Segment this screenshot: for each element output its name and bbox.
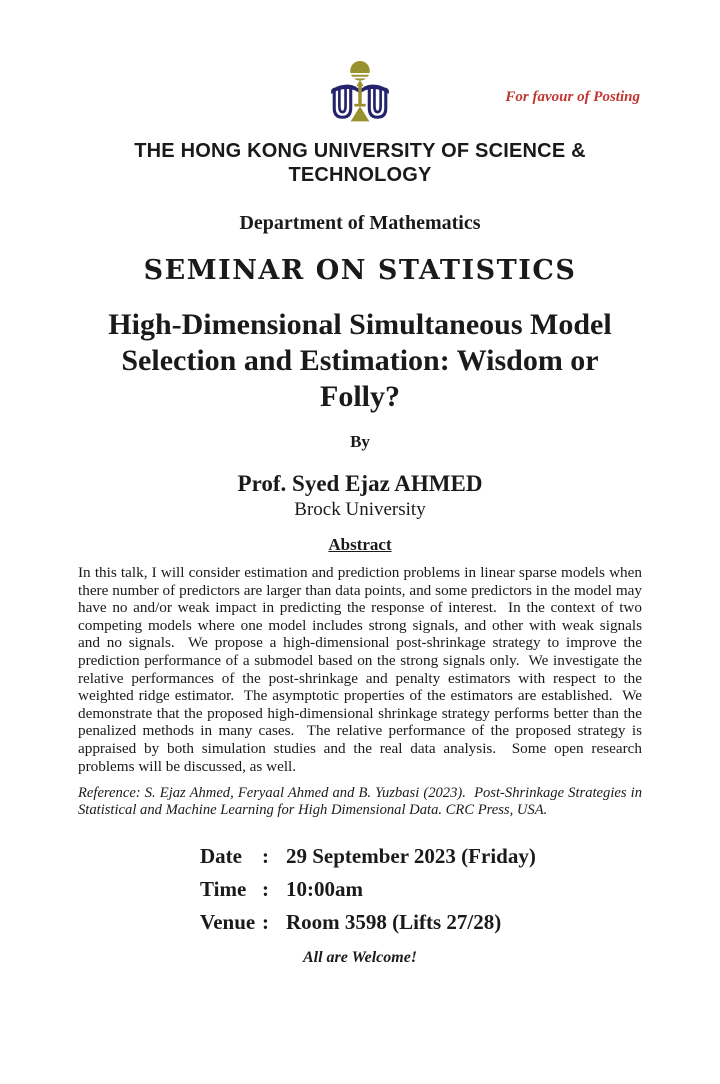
talk-title-line-3: Folly? bbox=[320, 380, 400, 413]
university-name: THE HONG KONG UNIVERSITY OF SCIENCE & TECHNOLOGY bbox=[134, 140, 586, 186]
welcome-note: All are Welcome! bbox=[302, 949, 418, 967]
seminar-poster bbox=[0, 60, 720, 967]
time-label: Time bbox=[200, 877, 247, 902]
seminar-series-title: SEMINAR ON STATISTICS bbox=[143, 255, 577, 286]
time-value: 10:00am bbox=[286, 877, 363, 902]
talk-title-line-2: Selection and Estimation: Wisdom or bbox=[121, 344, 599, 377]
date-value: 29 September 2023 (Friday) bbox=[286, 844, 536, 869]
date-separator: : bbox=[262, 844, 269, 869]
time-separator: : bbox=[262, 877, 269, 902]
talk-title-line-1: High-Dimensional Simultaneous Model bbox=[108, 308, 612, 341]
abstract-text: In this talk, I will consider estimation and prediction problems in linear sparse models when there number of predictors are larger than data points, and some predictors in the model may have no and/or weak impact in predicting the response of interest. In the context of two competing models where one model includes strong signals, and other with weak signals and no signals. We propose a high-dimensional post-shrinkage strategy to improve the prediction performance of a submodel based on the strong signals only. We investigate the relative performances of the post-shrinkage and penalty estimators with respect to the weighted ridge estimator. The asymptotic properties of the estimators are established. We demonstrate that the proposed high-dimensional shrinkage strategy performs better than the penalized methods in many cases. The relative performance of the proposed strategy is appraised by both simulation studies and the real data analysis. Some open research problems will be discussed, as well. bbox=[78, 564, 646, 775]
venue-value: Room 3598 (Lifts 27/28) bbox=[286, 910, 502, 935]
detail-row-date bbox=[200, 840, 642, 873]
event-details bbox=[200, 840, 642, 939]
reference-text: Reference: S. Ejaz Ahmed, Feryaal Ahmed and B. Yuzbasi (2023). Post-Shrinkage Strategies in Statistical and Machine Learning for High Dimensional Data. CRC Press, USA. bbox=[78, 785, 646, 819]
speaker-affiliation: Brock University bbox=[294, 499, 426, 520]
posting-note: For favour of Posting bbox=[505, 89, 640, 105]
by-label: By bbox=[350, 432, 370, 451]
speaker-name: Prof. Syed Ejaz AHMED bbox=[237, 471, 483, 496]
detail-row-venue bbox=[200, 906, 642, 939]
date-label: Date bbox=[200, 844, 242, 869]
department-name: Department of Mathematics bbox=[239, 212, 481, 234]
talk-title bbox=[78, 307, 642, 415]
venue-label: Venue bbox=[200, 910, 256, 935]
abstract-heading: Abstract bbox=[328, 535, 392, 554]
hkust-logo bbox=[327, 60, 393, 126]
venue-separator: : bbox=[262, 910, 269, 935]
hkust-logo-icon bbox=[327, 60, 393, 126]
detail-row-time bbox=[200, 873, 642, 906]
